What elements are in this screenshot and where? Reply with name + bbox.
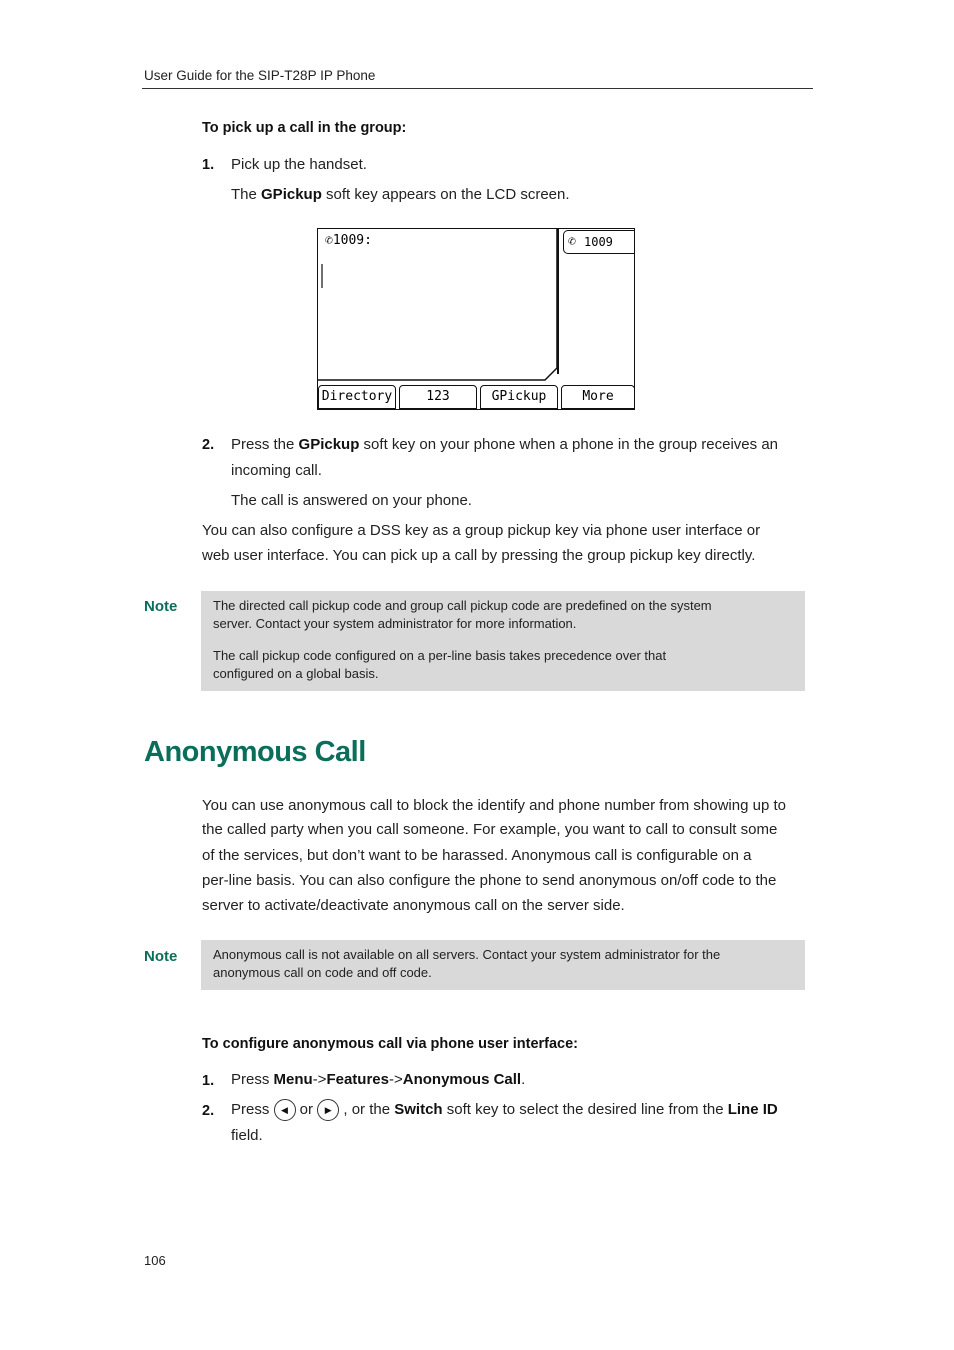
phone-handset-icon: ✆ [325,233,333,248]
step-number: 1. [202,157,215,173]
menu-path-item: Menu [273,1071,313,1088]
text: Press [231,1071,274,1088]
lcd-active-line [325,233,372,248]
paragraph-line: of the services, but don’t want to be harassed. Anonymous call is configurable on a [202,847,752,864]
procedure-title-group-pickup: To pick up a call in the group: [202,120,407,136]
step-number: 2. [202,1103,215,1119]
field-name: Line ID [727,1101,778,1118]
paragraph-line: per-line basis. You can also configure the phone to send anonymous on/off code to the [202,872,777,889]
section-title: Anonymous Call [144,736,366,768]
step-text [231,432,778,457]
paragraph-line: You can use anonymous call to block the identify and phone number from showing up to [202,797,786,814]
softkey-directory: Directory [318,385,396,409]
lcd-frame-lines [317,228,635,410]
step-detail: The call is answered on your phone. [231,492,472,509]
menu-path-item: Anonymous Call [402,1071,522,1088]
softkey-name: GPickup [261,186,322,203]
step-number: 2. [202,437,215,453]
procedure-title-anonymous: To configure anonymous call via phone user interface: [202,1036,579,1052]
note-box [201,940,805,990]
text: soft key appears on the LCD screen. [321,186,570,203]
running-header: User Guide for the SIP-T28P IP Phone [144,68,376,83]
softkey-123: 123 [399,385,477,409]
line-key-label: 1009 [584,235,613,249]
step-number: 1. [202,1073,215,1089]
paragraph-line: You can also configure a DSS key as a group pickup key via phone user interface or [202,522,761,539]
softkey-name: Switch [394,1101,443,1118]
note-line: Anonymous call is not available on all servers. Contact your system administrator for the [213,947,721,962]
separator: -> [312,1071,327,1088]
note-line: The call pickup code configured on a per-line basis takes precedence over that [213,648,667,663]
text: soft key on your phone when a phone in the group receives an [359,436,779,453]
lcd-line-label: 1009: [332,233,372,248]
line-key [563,230,635,254]
softkey-gpickup: GPickup [480,385,558,409]
paragraph-line: web user interface. You can pick up a call by pressing the group pickup key directly. [202,547,756,564]
text: or [295,1101,318,1118]
left-navigation-key-icon: ◀ [274,1099,296,1121]
softkey-more: More [561,385,635,409]
text: Press [231,1101,274,1118]
separator: -> [388,1071,403,1088]
text: . [521,1071,526,1088]
softkey-name: GPickup [298,436,360,453]
note-line: server. Contact your system administrator for more information. [213,615,577,631]
phone-handset-icon: ✆ [568,234,576,249]
paragraph-line: server to activate/deactivate anonymous call on the server side. [202,897,625,914]
step-text: Pick up the handset. [231,156,367,173]
note-line: The directed call pickup code and group call pickup code are predefined on the system [213,598,712,613]
step-text-continued: incoming call. [231,462,322,479]
text: The [231,186,262,203]
text: , or the [339,1101,395,1118]
page-number: 106 [144,1253,166,1268]
note-label: Note [144,598,178,615]
menu-path-item: Features [326,1071,389,1088]
text: soft key to select the desired line from the [442,1101,728,1118]
note-box [201,591,805,691]
paragraph-line: the called party when you call someone. For example, you want to call to consult some [202,821,778,838]
step-text [231,1097,778,1122]
note-line: configured on a global basis. [213,665,379,681]
note-label: Note [144,948,178,965]
text: Press the [231,436,299,453]
right-navigation-key-icon: ▶ [317,1099,339,1121]
note-line: anonymous call on code and off code. [213,964,432,980]
step-text [231,1067,525,1092]
step-text-continued: field. [231,1127,263,1144]
step-detail [231,182,570,207]
header-rule [142,88,813,89]
